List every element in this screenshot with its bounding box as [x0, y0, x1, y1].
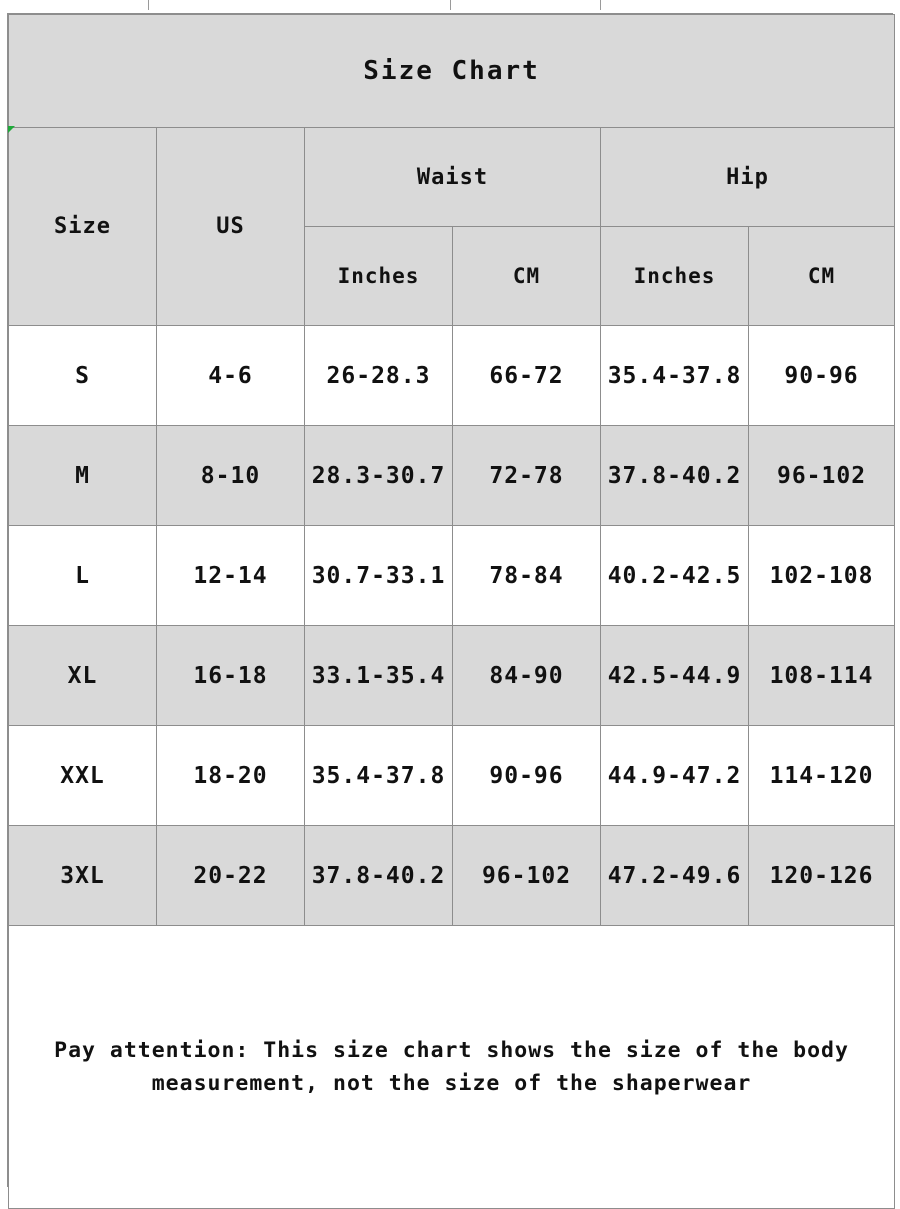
- cell-waist-cm: 72-78: [453, 426, 601, 526]
- chart-frame: [7, 13, 893, 1187]
- title-row: [9, 15, 895, 128]
- column-header-waist-inches: Inches: [305, 227, 453, 326]
- crop-tick-top-1: [148, 0, 149, 10]
- chart-title: Size Chart: [9, 15, 895, 128]
- note-block: [9, 926, 895, 1209]
- table-row: [9, 726, 895, 826]
- cell-size: M: [9, 426, 157, 526]
- cell-size: XL: [9, 626, 157, 726]
- cell-size: XXL: [9, 726, 157, 826]
- cell-waist-inches: 37.8-40.2: [305, 826, 453, 926]
- cell-hip-inches: 40.2-42.5: [601, 526, 749, 626]
- column-header-waist-cm: CM: [453, 227, 601, 326]
- cell-hip-cm: 90-96: [749, 326, 895, 426]
- cell-us: 16-18: [157, 626, 305, 726]
- cell-waist-inches: 33.1-35.4: [305, 626, 453, 726]
- crop-tick-top-3: [600, 0, 601, 10]
- cell-hip-cm: 120-126: [749, 826, 895, 926]
- cell-hip-cm: 96-102: [749, 426, 895, 526]
- table-row: [9, 826, 895, 926]
- cell-waist-cm: 90-96: [453, 726, 601, 826]
- cell-waist-inches: 30.7-33.1: [305, 526, 453, 626]
- note-row: [9, 926, 895, 1209]
- cell-hip-inches: 42.5-44.9: [601, 626, 749, 726]
- cell-size: 3XL: [9, 826, 157, 926]
- table-row: [9, 626, 895, 726]
- cell-waist-cm: 78-84: [453, 526, 601, 626]
- column-header-us: US: [157, 128, 305, 326]
- cell-size: L: [9, 526, 157, 626]
- cell-us: 12-14: [157, 526, 305, 626]
- size-chart-table: [8, 14, 895, 1209]
- cell-us: 20-22: [157, 826, 305, 926]
- cell-hip-cm: 108-114: [749, 626, 895, 726]
- cell-waist-inches: 28.3-30.7: [305, 426, 453, 526]
- cell-hip-cm: 102-108: [749, 526, 895, 626]
- table-row: [9, 526, 895, 626]
- table-row: [9, 326, 895, 426]
- green-corner-marker: [8, 126, 15, 133]
- cell-waist-cm: 84-90: [453, 626, 601, 726]
- cell-hip-cm: 114-120: [749, 726, 895, 826]
- column-header-hip-inches: Inches: [601, 227, 749, 326]
- note-line-2: measurement, not the size of the shaperwear: [151, 1071, 752, 1096]
- column-header-hip: Hip: [601, 128, 895, 227]
- cell-hip-inches: 47.2-49.6: [601, 826, 749, 926]
- header-row-top: [9, 128, 895, 227]
- cell-hip-inches: 35.4-37.8: [601, 326, 749, 426]
- note-line-1: Pay attention: This size chart shows the size of the body: [54, 1037, 849, 1063]
- cell-waist-inches: 26-28.3: [305, 326, 453, 426]
- column-header-hip-cm: CM: [749, 227, 895, 326]
- cell-us: 8-10: [157, 426, 305, 526]
- cell-us: 4-6: [157, 326, 305, 426]
- cell-waist-cm: 66-72: [453, 326, 601, 426]
- crop-tick-top-2: [450, 0, 451, 10]
- cell-us: 18-20: [157, 726, 305, 826]
- cell-hip-inches: 44.9-47.2: [601, 726, 749, 826]
- column-header-waist: Waist: [305, 128, 601, 227]
- cell-hip-inches: 37.8-40.2: [601, 426, 749, 526]
- cell-waist-inches: 35.4-37.8: [305, 726, 453, 826]
- table-row: [9, 426, 895, 526]
- cell-waist-cm: 96-102: [453, 826, 601, 926]
- cell-size: S: [9, 326, 157, 426]
- column-header-size: Size: [9, 128, 157, 326]
